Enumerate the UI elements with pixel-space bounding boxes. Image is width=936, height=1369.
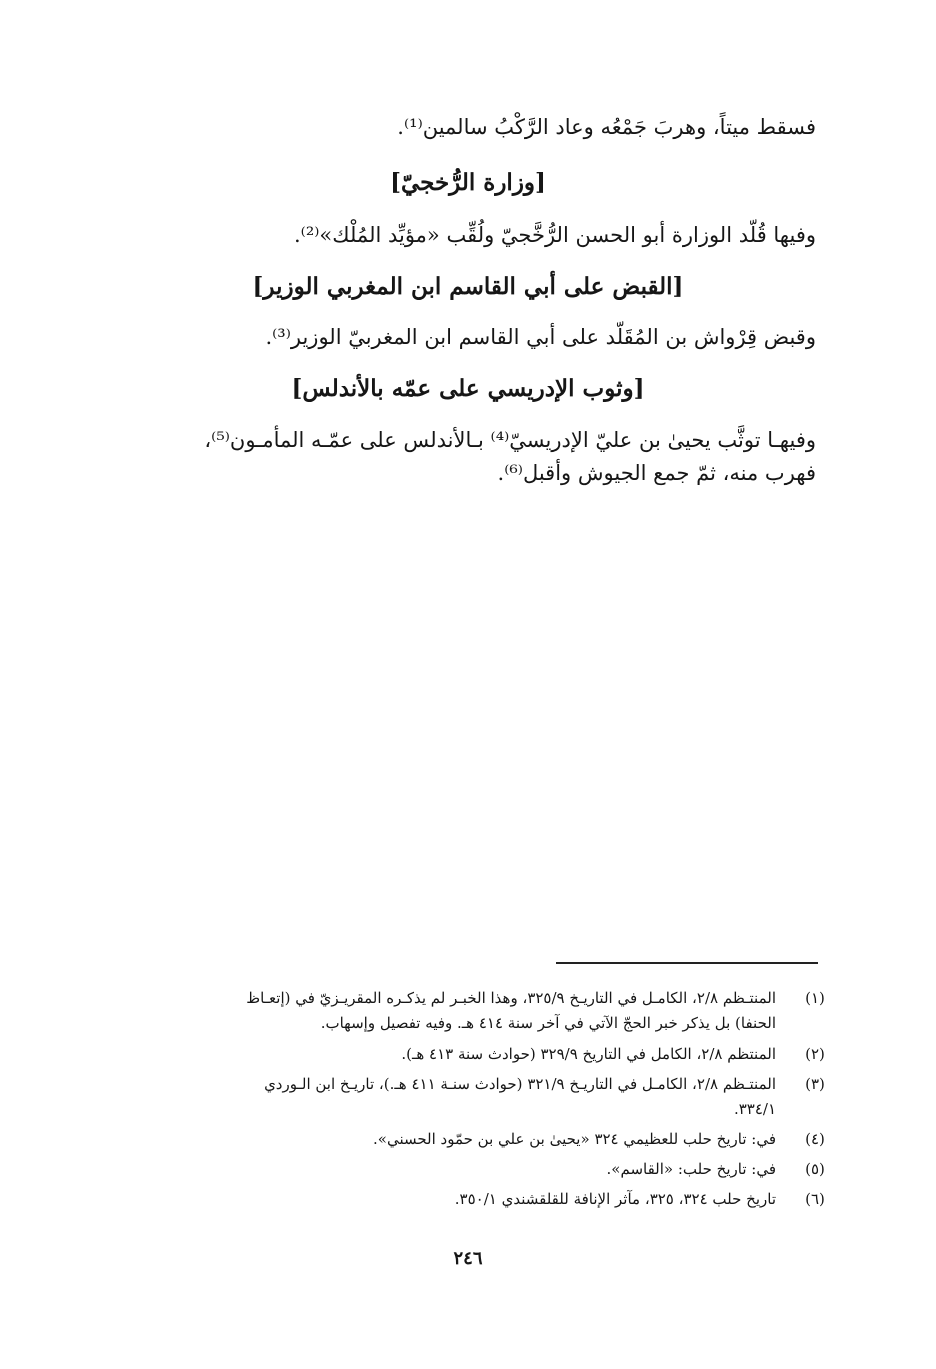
- footnote-text: [111, 1072, 776, 1122]
- footnote-number: (٤): [805, 1130, 825, 1148]
- section-heading-rukhkhaji-vizierate: [وزارة الرُّخجيّ]: [390, 169, 546, 196]
- footnote-1: [111, 986, 831, 1036]
- footnote-number: (٣): [805, 1075, 825, 1093]
- footnote-number: (٢): [805, 1045, 825, 1063]
- footnote-number: (١): [805, 989, 825, 1007]
- footnote-number: (٥): [805, 1160, 825, 1178]
- footnote-4: [111, 1127, 831, 1152]
- footnote-line: في: تاريخ حلب للعظيمي ٣٢٤ «يحيىٰ بن علي بن حمّود الحسني».: [373, 1130, 776, 1148]
- section-heading-idrisi-andalus: [وثوب الإدريسي على عمّه بالأندلس]: [291, 375, 645, 402]
- body-line-1: فسقط ميتاً، وهربَ جَمْعُه وعاد الرَّكْبُ سالمين⁽¹⁾.: [397, 115, 816, 139]
- footnote-line: المنتـظم ٢/٨، الكامـل في التاريـخ ٣٢١/٩ (حوادث سنـة ٤١١ هـ.)، تاريـخ ابن الـوردي: [264, 1075, 776, 1093]
- footnote-2: [111, 1042, 831, 1067]
- footnote-5: [111, 1157, 831, 1182]
- footnote-text: [111, 986, 776, 1036]
- footnote-separator: [556, 962, 818, 964]
- footnote-text: [111, 1127, 776, 1152]
- footnote-3: [111, 1072, 831, 1122]
- footnote-6: [111, 1187, 831, 1212]
- paragraph-line: وفيهـا توثَّب يحيىٰ بن عليّ الإدريسيّ⁽⁴⁾ بـالأندلس على عمّـه المأمـون⁽⁵⁾،: [204, 428, 816, 452]
- footnote-line: تاريخ حلب ٣٢٤، ٣٢٥، مآثر الإنافة للقلقشندي ٣٥٠/١.: [454, 1190, 776, 1208]
- footnote-line: في: تاريخ حلب: «القاسم».: [606, 1160, 776, 1178]
- page-number: ٢٤٦: [453, 1248, 483, 1269]
- footnote-number: (٦): [805, 1190, 825, 1208]
- footnote-line: المنتـظم ٢/٨، الكامـل في التاريـخ ٣٢٥/٩، وهذا الخبـر لم يذكـره المقريـزيّ في (إتعـاظ: [246, 989, 776, 1007]
- body-line-3: وقبض قِرْواش بن المُقَلّد على أبي القاسم ابن المغربيّ الوزير⁽³⁾.: [265, 325, 816, 349]
- footnote-line: المنتظم ٢/٨، الكامل في التاريخ ٣٢٩/٩ (حوادث سنة ٤١٣ هـ).: [401, 1045, 776, 1063]
- body-line-2: وفيها قُلّد الوزارة أبو الحسن الرُّخَّجيّ ولُقِّب «مؤيِّد المُلْك»⁽²⁾.: [294, 223, 816, 247]
- footnote-line: الحنفا) بل يذكر خبر الحجّ الآتي في آخر سنة ٤١٤ هـ. وفيه تفصيل وإسهاب.: [320, 1014, 776, 1032]
- body-paragraph-4: [116, 424, 816, 490]
- paragraph-line: فهرب منه، ثمّ جمع الجيوش وأقبل⁽⁶⁾.: [497, 461, 816, 485]
- footnote-text: [111, 1157, 776, 1182]
- footnote-text: [111, 1042, 776, 1067]
- footnote-text: [111, 1187, 776, 1212]
- section-heading-arrest-maghribi: [القبض على أبي القاسم ابن المغربي الوزير]: [252, 273, 684, 300]
- footnote-line: ٣٣٤/١.: [733, 1100, 776, 1118]
